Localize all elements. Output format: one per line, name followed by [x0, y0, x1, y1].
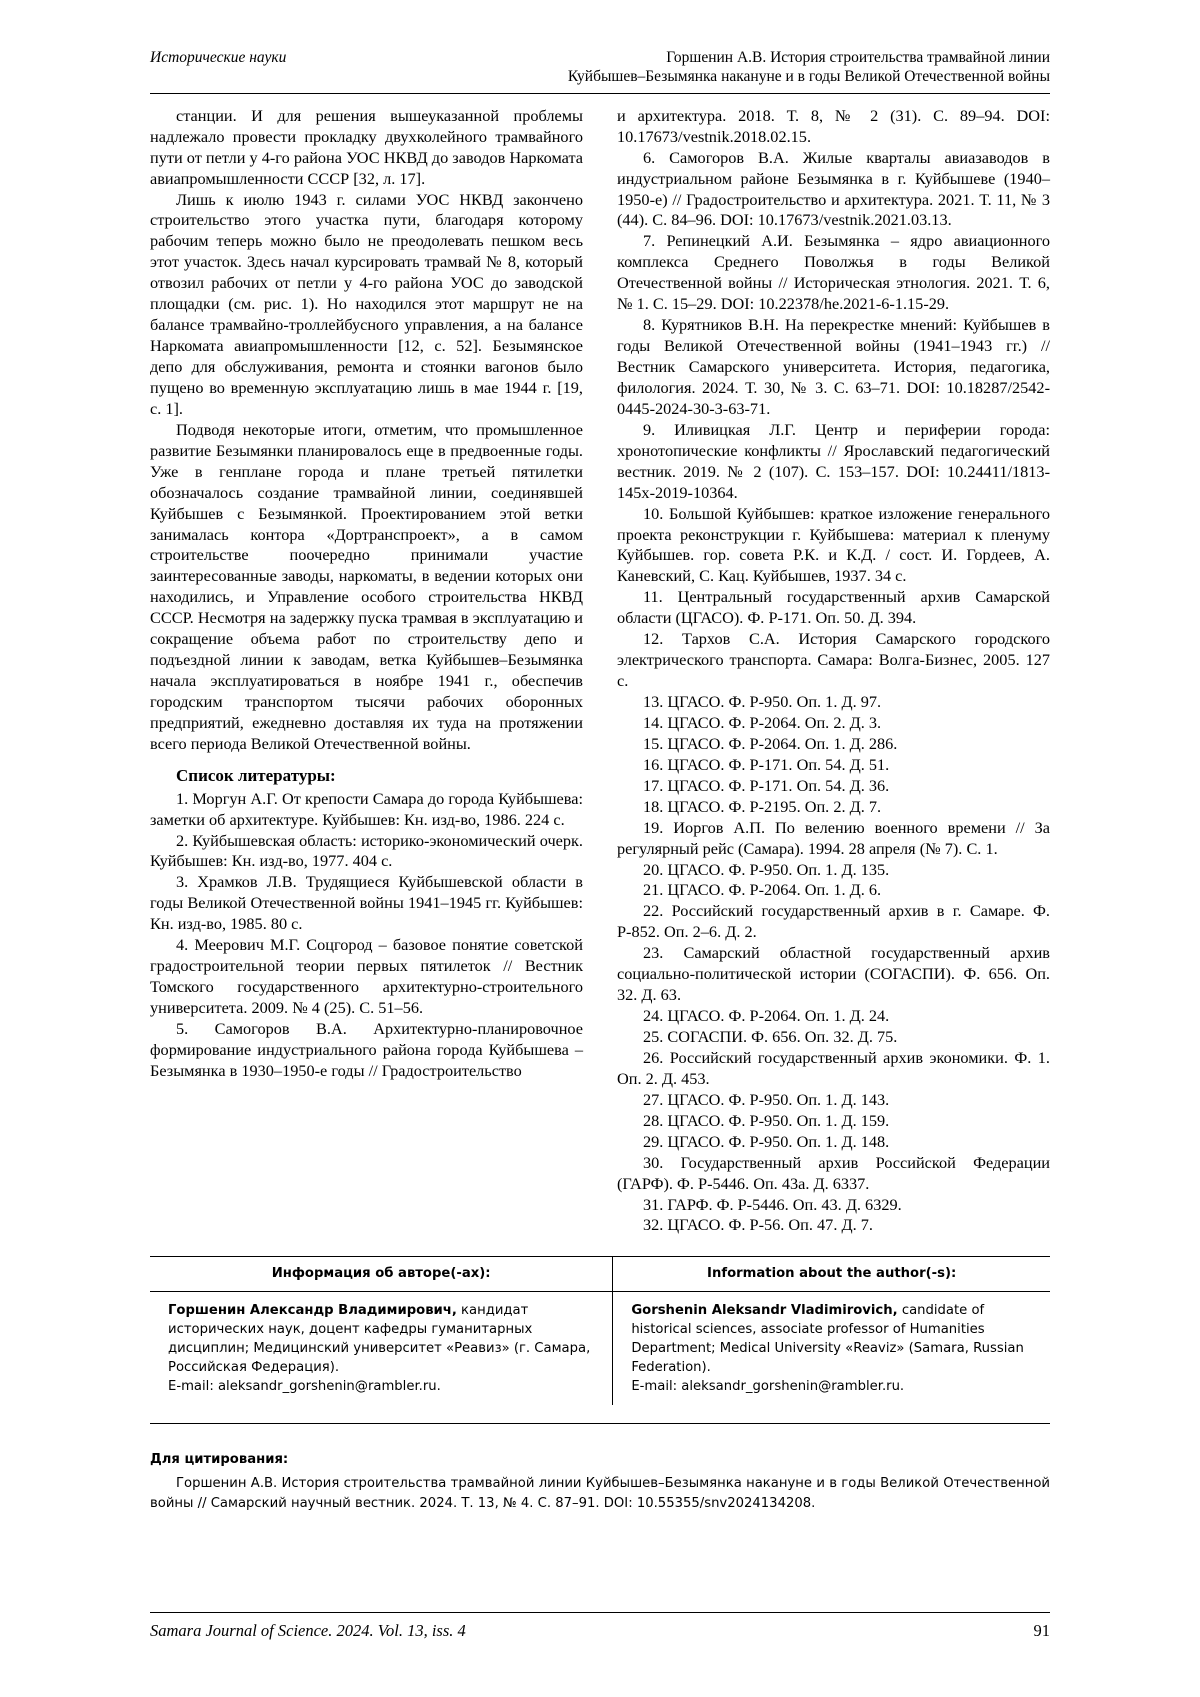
citation-heading: Для цитирования:: [150, 1452, 289, 1468]
reference-item: 7. Репинецкий А.И. Безымянка – ядро авиационного комплекса Среднего Поволжья в годы Великой Отечественной войны // Историческая этнология. 2021. Т. 6, № 1. С. 15–29. DOI: 10.22378/he.2021-6-1.15-29.: [617, 231, 1050, 314]
reference-item: 18. ЦГАСО. Ф. Р-2195. Оп. 2. Д. 7.: [643, 796, 882, 816]
reference-item: 31. ГАРФ. Ф. Р-5446. Оп. 43. Д. 6329.: [643, 1194, 902, 1214]
page-footer: [150, 1612, 1050, 1641]
reference-item: 28. ЦГАСО. Ф. Р-950. Оп. 1. Д. 159.: [643, 1110, 890, 1130]
author-info-cell-en: [613, 1291, 1050, 1405]
author-info-heading-en: Information about the author(-s):: [613, 1257, 1050, 1291]
reference-item: 13. ЦГАСО. Ф. Р-950. Оп. 1. Д. 97.: [643, 692, 882, 711]
reference-item: 20. ЦГАСО. Ф. Р-950. Оп. 1. Д. 135.: [643, 859, 890, 879]
citation-block: [150, 1450, 1050, 1513]
reference-item-continuation: и архитектура. 2018. Т. 8, № 2 (31). С. 89–94. DOI: 10.17673/vestnik.2018.02.15.: [617, 105, 1050, 146]
reference-item: 9. Иливицкая Л.Г. Центр и периферии города: хронотопические конфликты // Ярославский педагогический вестник. 2019. № 2 (107). С. 153–157. DOI: 10.24411/1813-145х-2019-10364.: [617, 419, 1050, 502]
paragraph: Подводя некоторые итоги, отметим, что промышленное развитие Безымянки планировалось еще в предвоенные годы. Уже в генплане города и плане третьей пятилетки обозначалось создание трамвайной линии, соединявшей Куйбышев с Безымянкой. Проектированием этой ветки занималась контора «Дортранспроект», а в самом строительстве поочередно принимали участие заинтересованные заводы, наркоматы, в ведении которых они находились, и Управление особого строительства НКВД СССР. Несмотря на задержку пуска трамвая в эксплуатацию и сокращение объема работ по строительству депо и подъездной линии к заводам, ветка Куйбышев–Безымянка начала эксплуатироваться в ноябре 1941 г., обеспечив городским транспортом тысячи рабочих оборонных предприятий, ежедневно доставляя их туда на протяжении всего периода Великой Отечественной войны.: [150, 419, 583, 753]
reference-item: 6. Самогоров В.А. Жилые кварталы авиазаводов в индустриальном районе Безымянка в г. Куйбышеве (1940–1950-е) // Градостроительство и архитектура. 2021. Т. 11, № 3 (44). С. 84–96. DOI: 10.17673/vestnik.2021.03.13.: [617, 147, 1050, 230]
reference-item: 12. Тархов С.А. История Самарского городского электрического транспорта. Самара: Волга-Бизнес, 2005. 127 с.: [617, 629, 1050, 691]
reference-item: 3. Храмков Л.В. Трудящиеся Куйбышевской области в годы Великой Отечественной войны 1941–1945 гг. Куйбышев: Кн. изд-во, 1985. 80 с.: [150, 872, 583, 934]
reference-item: 30. Государственный архив Российской Федерации (ГАРФ). Ф. Р-5446. Оп. 43а. Д. 6337.: [617, 1152, 1050, 1193]
author-block-bottom-divider: [150, 1423, 1050, 1424]
references-heading: Список литературы:: [176, 765, 336, 785]
reference-item: 1. Моргун А.Г. От крепости Самара до города Куйбышева: заметки об архитектуре. Куйбышев: Кн. изд-во, 1986. 224 с.: [150, 788, 583, 829]
reference-item: 8. Курятников В.Н. На перекрестке мнений: Куйбышев в годы Великой Отечественной войны (1941–1943 гг.) // Вестник Самарского университета. История, педагогика, филология. 2024. Т. 30, № 3. С. 63–71. DOI: 10.18287/2542-0445-2024-30-3-63-71.: [617, 315, 1050, 418]
citation-text: Горшенин А.В. История строительства трамвайной линии Куйбышев–Безымянка накануне и в годы Великой Отечественной войны // Самарский научный вестник. 2024. Т. 13, № 4. С. 87–91. DOI: 10.55355/snv2024134208.: [150, 1476, 1050, 1511]
reference-item: 15. ЦГАСО. Ф. Р-2064. Оп. 1. Д. 286.: [643, 733, 898, 753]
reference-item: 11. Центральный государственный архив Самарской области (ЦГАСО). Ф. Р-171. Оп. 50. Д. 394.: [617, 587, 1050, 628]
running-head-title-line2: Куйбышев–Безымянка накануне и в годы Великой Отечественной войны: [567, 68, 1050, 86]
reference-item: 24. ЦГАСО. Ф. Р-2064. Оп. 1. Д. 24.: [643, 1006, 890, 1026]
author-info-cell-ru: [150, 1291, 613, 1405]
author-info-block: [150, 1256, 1050, 1424]
running-head-title-line1: Горшенин А.В. История строительства трамвайной линии: [666, 49, 1050, 66]
reference-item: 26. Российский государственный архив экономики. Ф. 1. Оп. 2. Д. 453.: [617, 1047, 1050, 1088]
header-divider: [150, 93, 1050, 94]
reference-item: 2. Куйбышевская область: историко-экономический очерк. Куйбышев: Кн. изд-во, 1977. 404 с.: [150, 830, 583, 871]
footer-divider: [150, 1612, 1050, 1613]
table-row: [150, 1257, 1050, 1291]
reference-item: 23. Самарский областной государственный архив социально-политической истории (СОГАСПИ). Ф. 656. Оп. 32. Д. 63.: [617, 943, 1050, 1005]
running-head: [150, 48, 1050, 87]
reference-item: 25. СОГАСПИ. Ф. 656. Оп. 32. Д. 75.: [643, 1027, 898, 1046]
author-info-heading-ru: Информация об авторе(-ах):: [150, 1257, 613, 1291]
page-number: 91: [1033, 1621, 1050, 1640]
author-email-ru: E-mail: aleksandr_gorshenin@rambler.ru.: [168, 1379, 441, 1395]
reference-item: 27. ЦГАСО. Ф. Р-950. Оп. 1. Д. 143.: [643, 1089, 890, 1109]
reference-item: 22. Российский государственный архив в г. Самаре. Ф. Р-852. Оп. 2–6. Д. 2.: [617, 901, 1050, 942]
left-column: [150, 106, 583, 1082]
running-head-section: Исторические науки: [150, 49, 287, 66]
body-columns: [150, 106, 1050, 1237]
paragraph: станции. И для решения вышеуказанной проблемы надлежало провести прокладку двухколейного трамвайного пути от петли у 4-го района УОС НКВД до заводов Наркомата авиапромышленности СССР [32, л. 17].: [150, 105, 583, 188]
footer-journal: Samara Journal of Science. 2024. Vol. 13, iss. 4: [150, 1621, 466, 1640]
reference-item: 19. Иоргов А.П. По велению военного времени // За регулярный рейс (Самара). 1994. 28 апреля (№ 7). С. 1.: [617, 817, 1050, 858]
author-affiliation-ru: кандидат исторических наук, доцент кафедры гуманитарных дисциплин; Медицинский университет «Реавиз» (г. Самара, Российская Федерация).: [168, 1302, 591, 1375]
reference-item: 14. ЦГАСО. Ф. Р-2064. Оп. 2. Д. 3.: [643, 712, 882, 732]
reference-item: 17. ЦГАСО. Ф. Р-171. Оп. 54. Д. 36.: [643, 775, 890, 795]
author-affiliation-en: candidate of historical sciences, associate professor of Humanities Department; Medical University «Reaviz» (Samara, Russian Federation).: [631, 1302, 1024, 1375]
reference-item: 5. Самогоров В.А. Архитектурно-планировочное формирование индустриального района города Куйбышева – Безымянка в 1930–1950-е годы // Градостроительство: [150, 1018, 583, 1080]
reference-item: 16. ЦГАСО. Ф. Р-171. Оп. 54. Д. 51.: [643, 754, 890, 774]
author-name-en: Gorshenin Aleksandr Vladimirovich,: [631, 1302, 898, 1318]
right-column: [617, 106, 1050, 1237]
paragraph: Лишь к июлю 1943 г. силами УОС НКВД закончено строительство этого участка пути, благодаря которому рабочим теперь можно было не преодолевать пешком весь этот участок. Здесь начал курсировать трамвай № 8, который отвозил рабочих от петли у 4-го района УОС до заводской площадки (см. рис. 1). Но находился этот маршрут не на балансе трамвайно-троллейбусного управления, а на балансе Наркомата авиапромышленности [12, с. 52]. Безымянское депо для обслуживания, ремонта и стоянки вагонов было пущено во временную эксплуатацию лишь в мае 1944 г. [19, с. 1].: [150, 189, 583, 418]
reference-item: 10. Большой Куйбышев: краткое изложение генерального проекта реконструкции г. Куйбышева: материал к пленуму Куйбышев. гор. совета Р.К. и К.Д. / сост. И. Гордеев, А. Каневский, С. Кац. Куйбышев, 1937. 34 с.: [617, 503, 1050, 586]
author-info-table: [150, 1257, 1050, 1405]
table-row: [150, 1291, 1050, 1405]
reference-item: 21. ЦГАСО. Ф. Р-2064. Оп. 1. Д. 6.: [643, 880, 882, 900]
running-head-title: [350, 48, 1050, 87]
reference-item: 32. ЦГАСО. Ф. Р-56. Оп. 47. Д. 7.: [643, 1215, 873, 1235]
reference-item: 4. Меерович М.Г. Соцгород – базовое понятие советской градостроительной теории первых пятилеток // Вестник Томского государственного архитектурно-строительного университета. 2009. № 4 (25). С. 51–56.: [150, 935, 583, 1018]
author-email-en: E-mail: aleksandr_gorshenin@rambler.ru.: [631, 1379, 905, 1395]
author-name-ru: Горшенин Александр Владимирович,: [168, 1302, 457, 1318]
reference-item: 29. ЦГАСО. Ф. Р-950. Оп. 1. Д. 148.: [643, 1131, 890, 1151]
